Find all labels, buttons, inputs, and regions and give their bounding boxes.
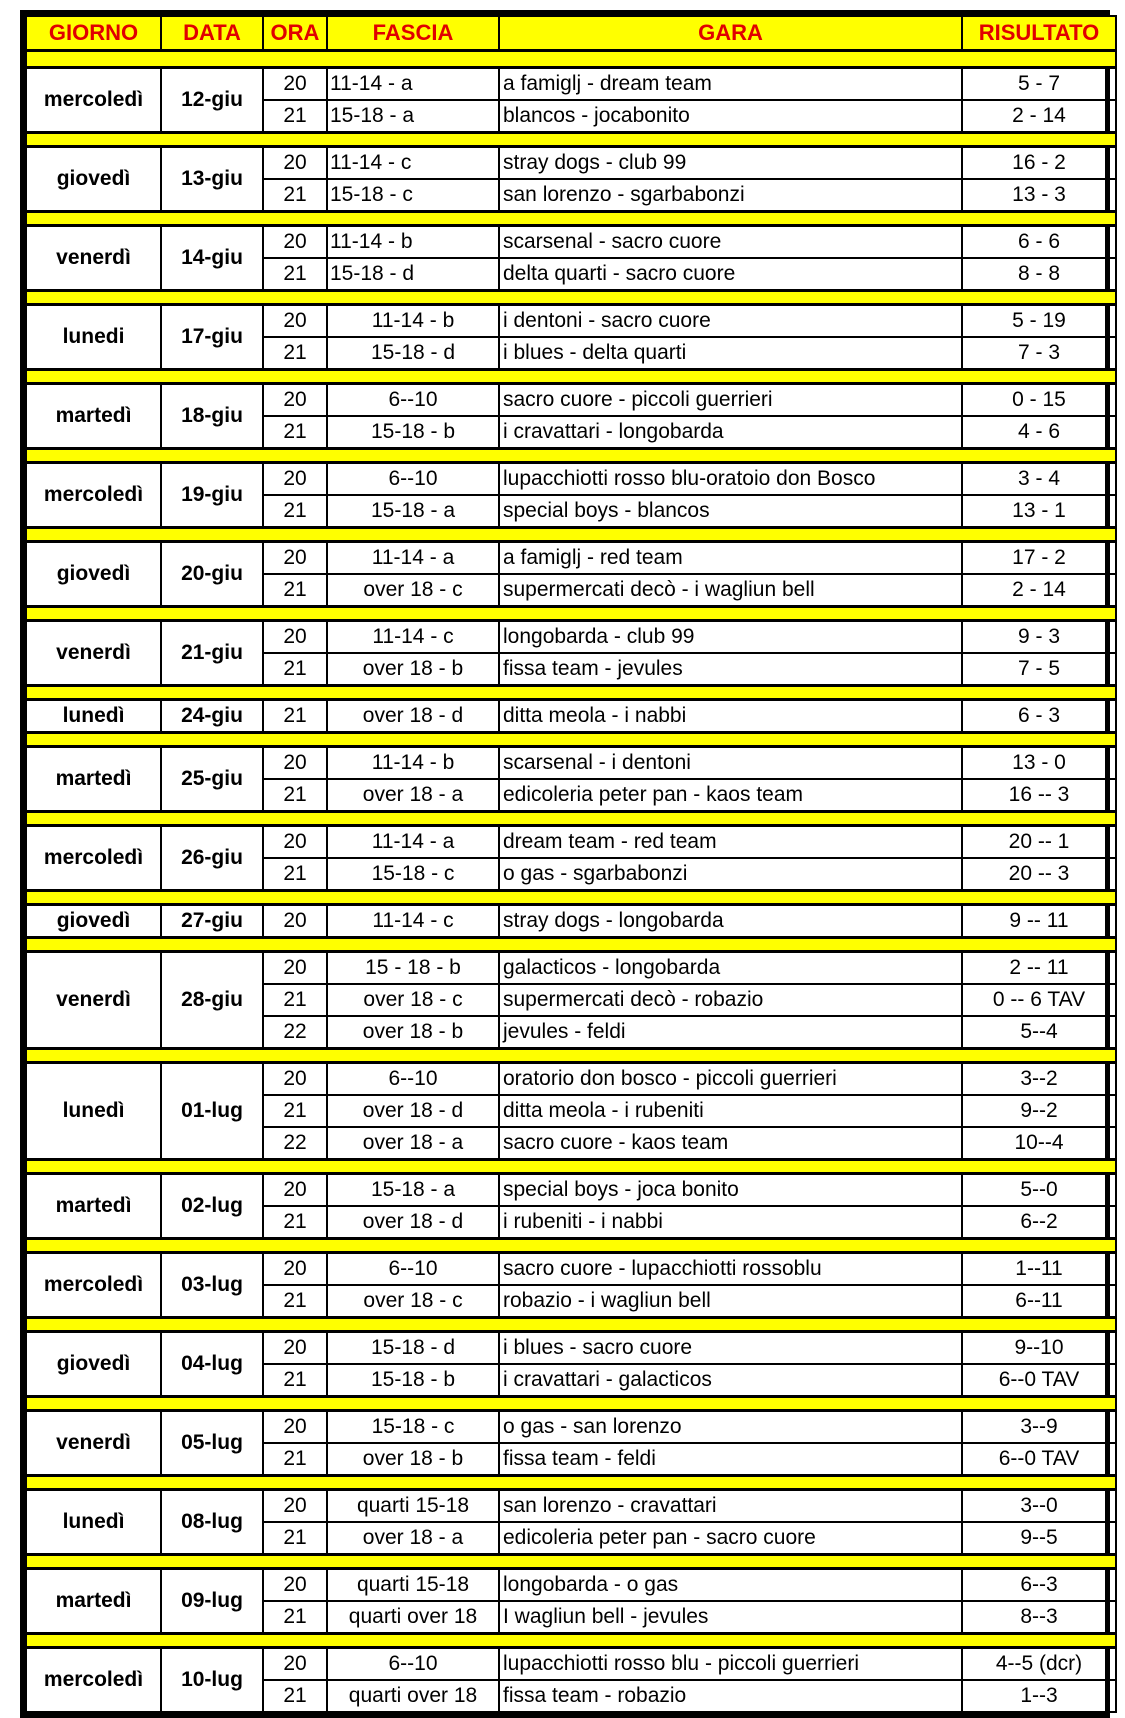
cell-risultato: 13 - 3 bbox=[962, 179, 1116, 212]
cell-giorno: mercoledì bbox=[26, 463, 161, 528]
table-row bbox=[26, 905, 1116, 938]
cell-gara: i dentoni - sacro cuore bbox=[499, 305, 962, 338]
cell-fascia: over 18 - d bbox=[327, 1206, 499, 1239]
cell-ora: 20 bbox=[263, 1648, 327, 1681]
cell-risultato: 10--4 bbox=[962, 1127, 1116, 1160]
cell-fascia: 6--10 bbox=[327, 384, 499, 417]
cell-gara: stray dogs - longobarda bbox=[499, 905, 962, 938]
table-row bbox=[26, 952, 1116, 985]
cell-risultato: 9 -- 11 bbox=[962, 905, 1116, 938]
table-row bbox=[26, 1490, 1116, 1523]
day-separator bbox=[26, 291, 1116, 305]
cell-ora: 21 bbox=[263, 495, 327, 528]
day-separator bbox=[26, 1476, 1116, 1490]
col-header-data: DATA bbox=[161, 16, 263, 51]
separator-band bbox=[26, 686, 1116, 700]
cell-gara: lupacchiotti rosso blu-oratoio don Bosco bbox=[499, 463, 962, 496]
day-separator bbox=[26, 528, 1116, 542]
cell-giorno: venerdì bbox=[26, 1411, 161, 1476]
cell-risultato: 8--3 bbox=[962, 1601, 1116, 1634]
cell-risultato: 3--2 bbox=[962, 1063, 1116, 1096]
cell-ora: 20 bbox=[263, 905, 327, 938]
cell-gara: robazio - i wagliun bell bbox=[499, 1285, 962, 1318]
cell-giorno: giovedì bbox=[26, 147, 161, 212]
table-row bbox=[26, 700, 1116, 733]
table-row bbox=[26, 1569, 1116, 1602]
cell-fascia: 15 - 18 - b bbox=[327, 952, 499, 985]
cell-ora: 20 bbox=[263, 147, 327, 180]
separator-band bbox=[26, 607, 1116, 621]
cell-gara: supermercati decò - i wagliun bell bbox=[499, 574, 962, 607]
cell-ora: 20 bbox=[263, 305, 327, 338]
cell-fascia: 15-18 - d bbox=[327, 258, 499, 291]
cell-risultato: 16 -- 3 bbox=[962, 779, 1116, 812]
table-row bbox=[26, 1174, 1116, 1207]
cell-fascia: over 18 - a bbox=[327, 779, 499, 812]
cell-risultato: 7 - 3 bbox=[962, 337, 1116, 370]
cell-giorno: giovedì bbox=[26, 905, 161, 938]
separator-band bbox=[26, 449, 1116, 463]
cell-risultato: 6 - 3 bbox=[962, 700, 1116, 733]
cell-fascia: 15-18 - d bbox=[327, 337, 499, 370]
results-table bbox=[25, 15, 1117, 1713]
table-row bbox=[26, 542, 1116, 575]
day-separator bbox=[26, 812, 1116, 826]
table-row bbox=[26, 384, 1116, 417]
cell-fascia: quarti 15-18 bbox=[327, 1490, 499, 1523]
cell-gara: sacro cuore - lupacchiotti rossoblu bbox=[499, 1253, 962, 1286]
cell-risultato: 2 - 14 bbox=[962, 100, 1116, 133]
cell-risultato: 3 - 4 bbox=[962, 463, 1116, 496]
cell-gara: i blues - delta quarti bbox=[499, 337, 962, 370]
col-header-giorno: GIORNO bbox=[26, 16, 161, 51]
cell-fascia: over 18 - a bbox=[327, 1127, 499, 1160]
match-schedule bbox=[20, 10, 1110, 1718]
cell-gara: scarsenal - sacro cuore bbox=[499, 226, 962, 259]
cell-fascia: over 18 - d bbox=[327, 700, 499, 733]
table-row bbox=[26, 1648, 1116, 1681]
day-separator bbox=[26, 733, 1116, 747]
cell-gara: san lorenzo - sgarbabonzi bbox=[499, 179, 962, 212]
cell-gara: o gas - san lorenzo bbox=[499, 1411, 962, 1444]
cell-risultato: 5 - 19 bbox=[962, 305, 1116, 338]
cell-fascia: over 18 - b bbox=[327, 653, 499, 686]
cell-fascia: 15-18 - d bbox=[327, 1332, 499, 1365]
cell-ora: 21 bbox=[263, 1680, 327, 1712]
schedule-body bbox=[26, 51, 1116, 1713]
cell-ora: 20 bbox=[263, 621, 327, 654]
cell-fascia: 6--10 bbox=[327, 1648, 499, 1681]
cell-ora: 20 bbox=[263, 1063, 327, 1096]
cell-risultato: 6--11 bbox=[962, 1285, 1116, 1318]
cell-gara: longobarda - club 99 bbox=[499, 621, 962, 654]
cell-risultato: 0 -- 6 TAV bbox=[962, 984, 1116, 1016]
cell-data: 09-lug bbox=[161, 1569, 263, 1634]
cell-risultato: 6 - 6 bbox=[962, 226, 1116, 259]
cell-fascia: 6--10 bbox=[327, 1063, 499, 1096]
cell-fascia: over 18 - c bbox=[327, 574, 499, 607]
separator-band bbox=[26, 1160, 1116, 1174]
separator-band bbox=[26, 891, 1116, 905]
cell-ora: 21 bbox=[263, 100, 327, 133]
cell-giorno: venerdì bbox=[26, 226, 161, 291]
day-separator bbox=[26, 1555, 1116, 1569]
day-separator bbox=[26, 212, 1116, 226]
cell-risultato: 5--4 bbox=[962, 1016, 1116, 1049]
cell-fascia: 11-14 - a bbox=[327, 68, 499, 101]
cell-fascia: 11-14 - b bbox=[327, 305, 499, 338]
cell-gara: ditta meola - i rubeniti bbox=[499, 1095, 962, 1127]
cell-ora: 21 bbox=[263, 700, 327, 733]
cell-giorno: lunedi bbox=[26, 305, 161, 370]
cell-risultato: 9 - 3 bbox=[962, 621, 1116, 654]
cell-fascia: over 18 - a bbox=[327, 1522, 499, 1555]
cell-data: 24-giu bbox=[161, 700, 263, 733]
cell-fascia: 11-14 - c bbox=[327, 621, 499, 654]
day-separator bbox=[26, 686, 1116, 700]
cell-fascia: 11-14 - a bbox=[327, 542, 499, 575]
cell-data: 01-lug bbox=[161, 1063, 263, 1160]
separator-band bbox=[26, 733, 1116, 747]
cell-giorno: giovedì bbox=[26, 542, 161, 607]
cell-gara: oratorio don bosco - piccoli guerrieri bbox=[499, 1063, 962, 1096]
cell-ora: 21 bbox=[263, 653, 327, 686]
cell-ora: 21 bbox=[263, 258, 327, 291]
cell-gara: i blues - sacro cuore bbox=[499, 1332, 962, 1365]
cell-gara: longobarda - o gas bbox=[499, 1569, 962, 1602]
day-separator bbox=[26, 1397, 1116, 1411]
day-separator bbox=[26, 891, 1116, 905]
cell-risultato: 6--3 bbox=[962, 1569, 1116, 1602]
separator-band bbox=[26, 370, 1116, 384]
cell-fascia: quarti over 18 bbox=[327, 1601, 499, 1634]
table-row bbox=[26, 463, 1116, 496]
cell-fascia: over 18 - b bbox=[327, 1016, 499, 1049]
cell-ora: 21 bbox=[263, 179, 327, 212]
cell-giorno: mercoledì bbox=[26, 1253, 161, 1318]
cell-risultato: 20 -- 3 bbox=[962, 858, 1116, 891]
cell-ora: 21 bbox=[263, 1206, 327, 1239]
cell-ora: 21 bbox=[263, 416, 327, 449]
table-row bbox=[26, 826, 1116, 859]
cell-ora: 21 bbox=[263, 1285, 327, 1318]
cell-data: 14-giu bbox=[161, 226, 263, 291]
cell-risultato: 6--0 TAV bbox=[962, 1364, 1116, 1397]
cell-risultato: 16 - 2 bbox=[962, 147, 1116, 180]
cell-fascia: 11-14 - c bbox=[327, 147, 499, 180]
cell-fascia: 6--10 bbox=[327, 1253, 499, 1286]
cell-gara: i cravattari - longobarda bbox=[499, 416, 962, 449]
cell-risultato: 3--0 bbox=[962, 1490, 1116, 1523]
cell-data: 19-giu bbox=[161, 463, 263, 528]
day-separator bbox=[26, 133, 1116, 147]
cell-ora: 20 bbox=[263, 1490, 327, 1523]
cell-fascia: over 18 - d bbox=[327, 1095, 499, 1127]
cell-risultato: 6--2 bbox=[962, 1206, 1116, 1239]
cell-gara: dream team - red team bbox=[499, 826, 962, 859]
cell-fascia: 15-18 - a bbox=[327, 100, 499, 133]
cell-data: 18-giu bbox=[161, 384, 263, 449]
table-row bbox=[26, 747, 1116, 780]
cell-fascia: quarti over 18 bbox=[327, 1680, 499, 1712]
cell-ora: 20 bbox=[263, 1411, 327, 1444]
cell-giorno: mercoledì bbox=[26, 826, 161, 891]
cell-ora: 20 bbox=[263, 384, 327, 417]
cell-ora: 21 bbox=[263, 1095, 327, 1127]
cell-risultato: 20 -- 1 bbox=[962, 826, 1116, 859]
cell-data: 08-lug bbox=[161, 1490, 263, 1555]
cell-risultato: 9--5 bbox=[962, 1522, 1116, 1555]
cell-gara: fissa team - feldi bbox=[499, 1443, 962, 1476]
cell-ora: 20 bbox=[263, 1332, 327, 1365]
cell-fascia: 15-18 - a bbox=[327, 1174, 499, 1207]
cell-fascia: over 18 - c bbox=[327, 984, 499, 1016]
separator-band bbox=[26, 528, 1116, 542]
separator-band bbox=[26, 51, 1116, 68]
cell-data: 28-giu bbox=[161, 952, 263, 1049]
cell-ora: 21 bbox=[263, 858, 327, 891]
cell-fascia: 11-14 - b bbox=[327, 747, 499, 780]
cell-gara: san lorenzo - cravattari bbox=[499, 1490, 962, 1523]
separator-band bbox=[26, 1397, 1116, 1411]
day-separator bbox=[26, 1634, 1116, 1648]
cell-gara: edicoleria peter pan - kaos team bbox=[499, 779, 962, 812]
cell-fascia: 15-18 - b bbox=[327, 1364, 499, 1397]
cell-gara: fissa team - jevules bbox=[499, 653, 962, 686]
cell-ora: 20 bbox=[263, 463, 327, 496]
cell-fascia: over 18 - c bbox=[327, 1285, 499, 1318]
cell-data: 17-giu bbox=[161, 305, 263, 370]
cell-fascia: 11-14 - c bbox=[327, 905, 499, 938]
cell-risultato: 1--3 bbox=[962, 1680, 1116, 1712]
cell-risultato: 6--0 TAV bbox=[962, 1443, 1116, 1476]
cell-ora: 21 bbox=[263, 574, 327, 607]
cell-ora: 21 bbox=[263, 1443, 327, 1476]
cell-gara: a famiglj - dream team bbox=[499, 68, 962, 101]
cell-risultato: 8 - 8 bbox=[962, 258, 1116, 291]
cell-data: 27-giu bbox=[161, 905, 263, 938]
cell-gara: special boys - joca bonito bbox=[499, 1174, 962, 1207]
cell-risultato: 5 - 7 bbox=[962, 68, 1116, 101]
cell-ora: 20 bbox=[263, 68, 327, 101]
cell-data: 12-giu bbox=[161, 68, 263, 133]
col-header-ora: ORA bbox=[263, 16, 327, 51]
cell-gara: a famiglj - red team bbox=[499, 542, 962, 575]
cell-giorno: martedì bbox=[26, 1174, 161, 1239]
table-row bbox=[26, 1253, 1116, 1286]
cell-gara: o gas - sgarbabonzi bbox=[499, 858, 962, 891]
cell-gara: i rubeniti - i nabbi bbox=[499, 1206, 962, 1239]
cell-data: 02-lug bbox=[161, 1174, 263, 1239]
cell-gara: sacro cuore - piccoli guerrieri bbox=[499, 384, 962, 417]
cell-fascia: 11-14 - a bbox=[327, 826, 499, 859]
cell-risultato: 13 - 1 bbox=[962, 495, 1116, 528]
cell-risultato: 4 - 6 bbox=[962, 416, 1116, 449]
cell-fascia: 15-18 - c bbox=[327, 1411, 499, 1444]
cell-gara: I wagliun bell - jevules bbox=[499, 1601, 962, 1634]
cell-fascia: 15-18 - b bbox=[327, 416, 499, 449]
cell-gara: sacro cuore - kaos team bbox=[499, 1127, 962, 1160]
cell-data: 04-lug bbox=[161, 1332, 263, 1397]
table-row bbox=[26, 1411, 1116, 1444]
cell-giorno: martedì bbox=[26, 747, 161, 812]
header-row bbox=[26, 16, 1116, 51]
day-separator bbox=[26, 1160, 1116, 1174]
table-row bbox=[26, 621, 1116, 654]
cell-ora: 20 bbox=[263, 826, 327, 859]
cell-gara: i cravattari - galacticos bbox=[499, 1364, 962, 1397]
table-row bbox=[26, 1332, 1116, 1365]
separator-band bbox=[26, 212, 1116, 226]
day-separator bbox=[26, 51, 1116, 68]
col-header-risultato: RISULTATO bbox=[962, 16, 1116, 51]
cell-gara: supermercati decò - robazio bbox=[499, 984, 962, 1016]
cell-giorno: martedì bbox=[26, 1569, 161, 1634]
cell-giorno: venerdì bbox=[26, 621, 161, 686]
cell-giorno: lunedì bbox=[26, 1490, 161, 1555]
separator-band bbox=[26, 1049, 1116, 1063]
cell-data: 10-lug bbox=[161, 1648, 263, 1713]
separator-band bbox=[26, 1476, 1116, 1490]
cell-ora: 20 bbox=[263, 1174, 327, 1207]
cell-ora: 21 bbox=[263, 984, 327, 1016]
cell-fascia: quarti 15-18 bbox=[327, 1569, 499, 1602]
separator-band bbox=[26, 938, 1116, 952]
separator-band bbox=[26, 1318, 1116, 1332]
cell-gara: jevules - feldi bbox=[499, 1016, 962, 1049]
cell-data: 03-lug bbox=[161, 1253, 263, 1318]
cell-ora: 20 bbox=[263, 226, 327, 259]
cell-data: 20-giu bbox=[161, 542, 263, 607]
cell-ora: 21 bbox=[263, 779, 327, 812]
cell-gara: galacticos - longobarda bbox=[499, 952, 962, 985]
day-separator bbox=[26, 607, 1116, 621]
cell-ora: 20 bbox=[263, 952, 327, 985]
cell-data: 25-giu bbox=[161, 747, 263, 812]
day-separator bbox=[26, 370, 1116, 384]
table-row bbox=[26, 147, 1116, 180]
cell-ora: 20 bbox=[263, 542, 327, 575]
cell-fascia: over 18 - b bbox=[327, 1443, 499, 1476]
cell-ora: 21 bbox=[263, 337, 327, 370]
cell-risultato: 9--10 bbox=[962, 1332, 1116, 1365]
cell-giorno: lunedì bbox=[26, 1063, 161, 1160]
cell-giorno: venerdì bbox=[26, 952, 161, 1049]
cell-ora: 21 bbox=[263, 1601, 327, 1634]
cell-risultato: 7 - 5 bbox=[962, 653, 1116, 686]
cell-ora: 20 bbox=[263, 747, 327, 780]
separator-band bbox=[26, 133, 1116, 147]
cell-gara: lupacchiotti rosso blu - piccoli guerrieri bbox=[499, 1648, 962, 1681]
cell-gara: edicoleria peter pan - sacro cuore bbox=[499, 1522, 962, 1555]
cell-risultato: 3--9 bbox=[962, 1411, 1116, 1444]
table-row bbox=[26, 1063, 1116, 1096]
separator-band bbox=[26, 1634, 1116, 1648]
cell-ora: 20 bbox=[263, 1569, 327, 1602]
cell-data: 05-lug bbox=[161, 1411, 263, 1476]
cell-gara: scarsenal - i dentoni bbox=[499, 747, 962, 780]
cell-fascia: 11-14 - b bbox=[327, 226, 499, 259]
day-separator bbox=[26, 1318, 1116, 1332]
cell-gara: special boys - blancos bbox=[499, 495, 962, 528]
cell-risultato: 17 - 2 bbox=[962, 542, 1116, 575]
table-row bbox=[26, 68, 1116, 101]
cell-risultato: 2 -- 11 bbox=[962, 952, 1116, 985]
cell-gara: blancos - jocabonito bbox=[499, 100, 962, 133]
cell-ora: 21 bbox=[263, 1364, 327, 1397]
cell-fascia: 15-18 - c bbox=[327, 179, 499, 212]
cell-risultato: 9--2 bbox=[962, 1095, 1116, 1127]
separator-band bbox=[26, 812, 1116, 826]
cell-ora: 20 bbox=[263, 1253, 327, 1286]
cell-gara: ditta meola - i nabbi bbox=[499, 700, 962, 733]
cell-gara: fissa team - robazio bbox=[499, 1680, 962, 1712]
table-row bbox=[26, 226, 1116, 259]
cell-data: 26-giu bbox=[161, 826, 263, 891]
separator-band bbox=[26, 1555, 1116, 1569]
cell-risultato: 13 - 0 bbox=[962, 747, 1116, 780]
day-separator bbox=[26, 449, 1116, 463]
cell-giorno: mercoledì bbox=[26, 68, 161, 133]
cell-fascia: 15-18 - c bbox=[327, 858, 499, 891]
day-separator bbox=[26, 1239, 1116, 1253]
separator-band bbox=[26, 291, 1116, 305]
cell-giorno: mercoledì bbox=[26, 1648, 161, 1713]
cell-risultato: 1--11 bbox=[962, 1253, 1116, 1286]
cell-risultato: 5--0 bbox=[962, 1174, 1116, 1207]
cell-ora: 22 bbox=[263, 1127, 327, 1160]
cell-ora: 22 bbox=[263, 1016, 327, 1049]
cell-data: 13-giu bbox=[161, 147, 263, 212]
day-separator bbox=[26, 1049, 1116, 1063]
table-row bbox=[26, 305, 1116, 338]
cell-gara: delta quarti - sacro cuore bbox=[499, 258, 962, 291]
cell-fascia: 15-18 - a bbox=[327, 495, 499, 528]
day-separator bbox=[26, 938, 1116, 952]
col-header-gara: GARA bbox=[499, 16, 962, 51]
cell-giorno: lunedì bbox=[26, 700, 161, 733]
cell-data: 21-giu bbox=[161, 621, 263, 686]
cell-risultato: 2 - 14 bbox=[962, 574, 1116, 607]
col-header-fascia: FASCIA bbox=[327, 16, 499, 51]
cell-giorno: martedì bbox=[26, 384, 161, 449]
cell-gara: stray dogs - club 99 bbox=[499, 147, 962, 180]
cell-ora: 21 bbox=[263, 1522, 327, 1555]
cell-giorno: giovedì bbox=[26, 1332, 161, 1397]
cell-risultato: 0 - 15 bbox=[962, 384, 1116, 417]
separator-band bbox=[26, 1239, 1116, 1253]
cell-risultato: 4--5 (dcr) bbox=[962, 1648, 1116, 1681]
cell-fascia: 6--10 bbox=[327, 463, 499, 496]
